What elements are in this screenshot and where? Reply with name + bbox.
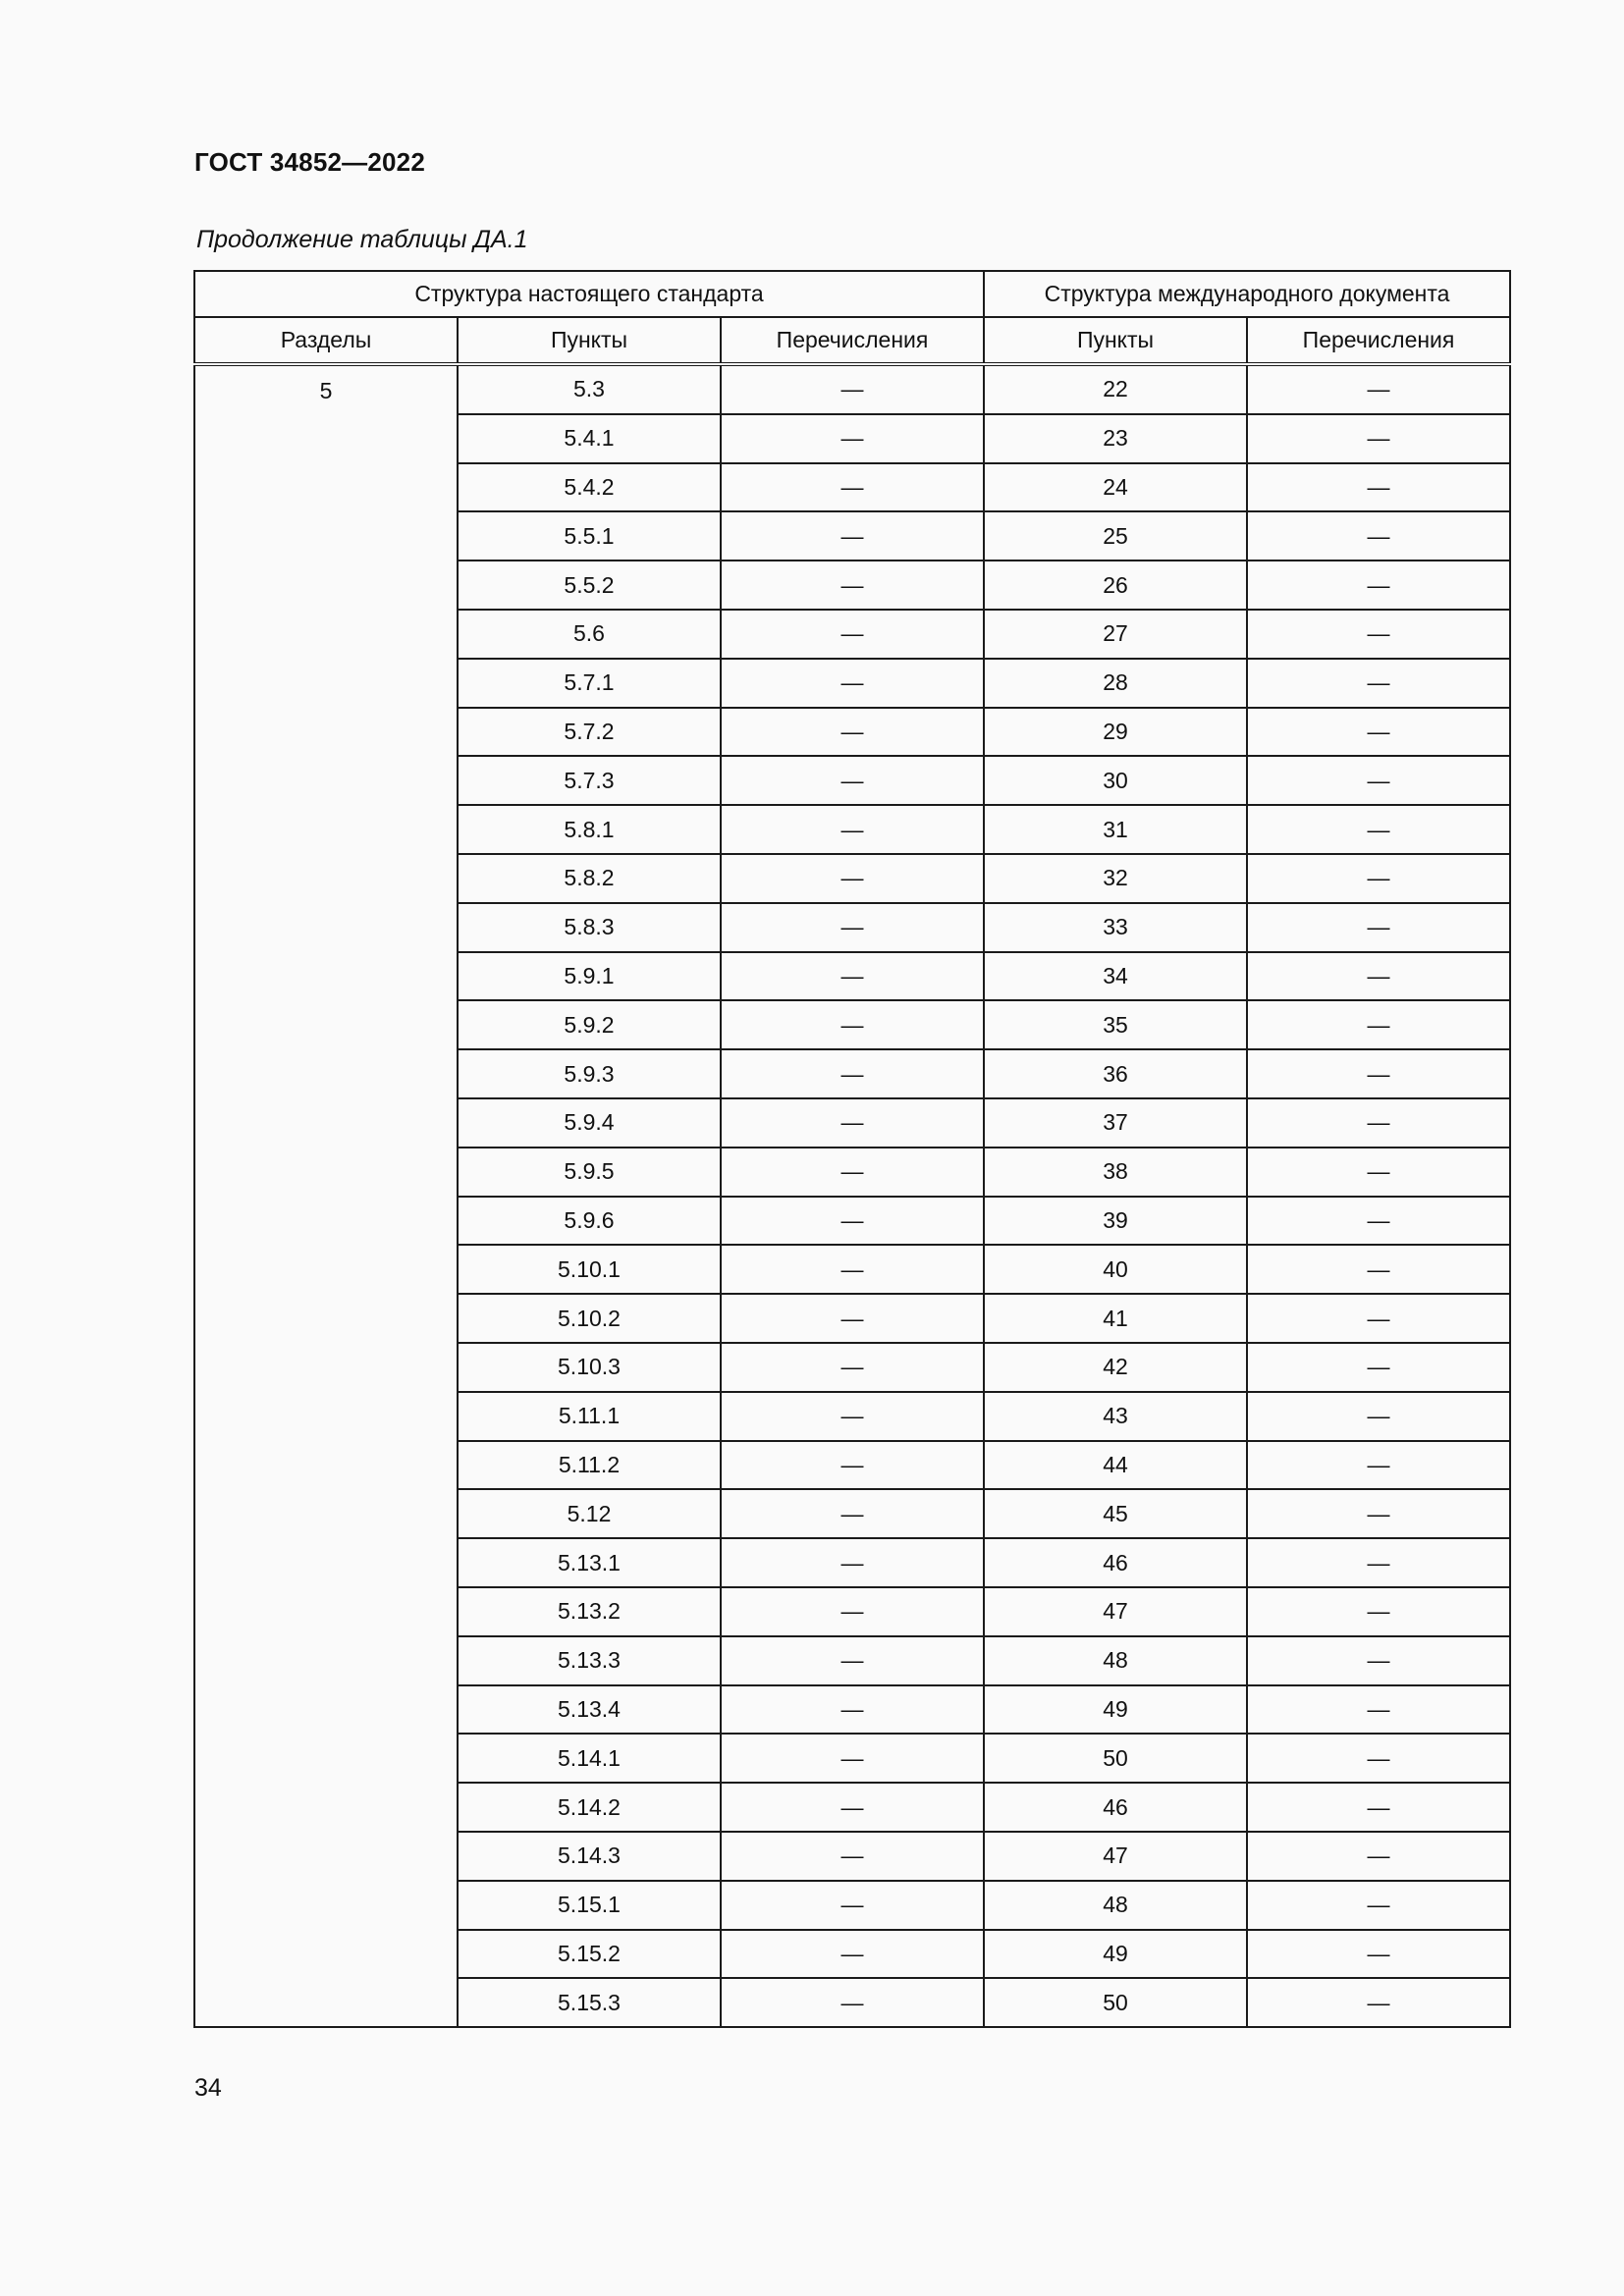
clause-cell: 5.5.2 [458, 561, 721, 610]
correspondence-table [193, 270, 1511, 2028]
intl-clause-cell: 26 [984, 561, 1247, 610]
group-header-this-standard: Структура настоящего стандарта [194, 271, 984, 317]
clause-cell: 5.4.1 [458, 414, 721, 463]
intl-clause-cell: 36 [984, 1049, 1247, 1098]
intl-clause-cell: 47 [984, 1587, 1247, 1636]
intl-clause-cell: 28 [984, 659, 1247, 708]
clause-cell: 5.10.2 [458, 1294, 721, 1343]
intl-enumeration-cell: — [1247, 1245, 1510, 1294]
clause-cell: 5.9.4 [458, 1098, 721, 1148]
intl-enumeration-cell: — [1247, 1049, 1510, 1098]
clause-cell: 5.14.2 [458, 1783, 721, 1832]
clause-cell: 5.10.1 [458, 1245, 721, 1294]
intl-clause-cell: 35 [984, 1000, 1247, 1049]
column-header-row [194, 317, 1510, 364]
intl-clause-cell: 22 [984, 364, 1247, 414]
intl-clause-cell: 47 [984, 1832, 1247, 1881]
intl-clause-cell: 23 [984, 414, 1247, 463]
table-body [194, 364, 1510, 2027]
enumeration-cell: — [721, 1197, 984, 1246]
clause-cell: 5.11.2 [458, 1441, 721, 1490]
intl-enumeration-cell: — [1247, 414, 1510, 463]
enumeration-cell: — [721, 1000, 984, 1049]
intl-enumeration-cell: — [1247, 364, 1510, 414]
enumeration-cell: — [721, 561, 984, 610]
enumeration-cell: — [721, 1734, 984, 1783]
enumeration-cell: — [721, 610, 984, 659]
enumeration-cell: — [721, 1783, 984, 1832]
intl-enumeration-cell: — [1247, 463, 1510, 512]
intl-clause-cell: 49 [984, 1930, 1247, 1979]
clause-cell: 5.13.1 [458, 1538, 721, 1587]
enumeration-cell: — [721, 1392, 984, 1441]
enumeration-cell: — [721, 1538, 984, 1587]
intl-clause-cell: 50 [984, 1734, 1247, 1783]
intl-clause-cell: 29 [984, 708, 1247, 757]
clause-cell: 5.13.4 [458, 1685, 721, 1735]
intl-enumeration-cell: — [1247, 1000, 1510, 1049]
intl-enumeration-cell: — [1247, 1734, 1510, 1783]
clause-cell: 5.9.3 [458, 1049, 721, 1098]
intl-clause-cell: 38 [984, 1148, 1247, 1197]
enumeration-cell: — [721, 903, 984, 952]
intl-clause-cell: 24 [984, 463, 1247, 512]
intl-clause-cell: 48 [984, 1881, 1247, 1930]
intl-enumeration-cell: — [1247, 903, 1510, 952]
clause-cell: 5.3 [458, 364, 721, 414]
enumeration-cell: — [721, 1343, 984, 1392]
enumeration-cell: — [721, 756, 984, 805]
intl-clause-cell: 31 [984, 805, 1247, 854]
clause-cell: 5.4.2 [458, 463, 721, 512]
enumeration-cell: — [721, 1441, 984, 1490]
clause-cell: 5.15.1 [458, 1881, 721, 1930]
enumeration-cell: — [721, 414, 984, 463]
group-header-international-document: Структура международного документа [984, 271, 1510, 317]
intl-enumeration-cell: — [1247, 854, 1510, 903]
column-header-sections: Разделы [194, 317, 458, 364]
intl-enumeration-cell: — [1247, 1441, 1510, 1490]
intl-clause-cell: 42 [984, 1343, 1247, 1392]
clause-cell: 5.9.2 [458, 1000, 721, 1049]
column-header-intl-enumerations: Перечисления [1247, 317, 1510, 364]
clause-cell: 5.7.2 [458, 708, 721, 757]
enumeration-cell: — [721, 1978, 984, 2027]
enumeration-cell: — [721, 364, 984, 414]
intl-enumeration-cell: — [1247, 1098, 1510, 1148]
intl-clause-cell: 41 [984, 1294, 1247, 1343]
intl-enumeration-cell: — [1247, 659, 1510, 708]
enumeration-cell: — [721, 511, 984, 561]
intl-enumeration-cell: — [1247, 1832, 1510, 1881]
enumeration-cell: — [721, 659, 984, 708]
clause-cell: 5.7.3 [458, 756, 721, 805]
enumeration-cell: — [721, 952, 984, 1001]
intl-enumeration-cell: — [1247, 1930, 1510, 1979]
intl-clause-cell: 45 [984, 1489, 1247, 1538]
intl-enumeration-cell: — [1247, 610, 1510, 659]
clause-cell: 5.13.3 [458, 1636, 721, 1685]
enumeration-cell: — [721, 1245, 984, 1294]
column-header-enumerations: Перечисления [721, 317, 984, 364]
clause-cell: 5.15.2 [458, 1930, 721, 1979]
enumeration-cell: — [721, 1587, 984, 1636]
clause-cell: 5.11.1 [458, 1392, 721, 1441]
intl-enumeration-cell: — [1247, 1978, 1510, 2027]
enumeration-cell: — [721, 854, 984, 903]
intl-clause-cell: 46 [984, 1538, 1247, 1587]
intl-clause-cell: 32 [984, 854, 1247, 903]
enumeration-cell: — [721, 805, 984, 854]
clause-cell: 5.9.1 [458, 952, 721, 1001]
clause-cell: 5.14.1 [458, 1734, 721, 1783]
intl-clause-cell: 48 [984, 1636, 1247, 1685]
clause-cell: 5.7.1 [458, 659, 721, 708]
intl-clause-cell: 37 [984, 1098, 1247, 1148]
enumeration-cell: — [721, 1930, 984, 1979]
clause-cell: 5.9.5 [458, 1148, 721, 1197]
enumeration-cell: — [721, 1294, 984, 1343]
intl-clause-cell: 27 [984, 610, 1247, 659]
intl-clause-cell: 30 [984, 756, 1247, 805]
intl-enumeration-cell: — [1247, 1685, 1510, 1735]
clause-cell: 5.13.2 [458, 1587, 721, 1636]
intl-enumeration-cell: — [1247, 1587, 1510, 1636]
enumeration-cell: — [721, 1049, 984, 1098]
table-row [194, 364, 1510, 414]
intl-clause-cell: 39 [984, 1197, 1247, 1246]
clause-cell: 5.10.3 [458, 1343, 721, 1392]
page-number: 34 [194, 2074, 222, 2102]
intl-enumeration-cell: — [1247, 1197, 1510, 1246]
enumeration-cell: — [721, 1881, 984, 1930]
intl-clause-cell: 50 [984, 1978, 1247, 2027]
intl-clause-cell: 33 [984, 903, 1247, 952]
enumeration-cell: — [721, 1098, 984, 1148]
intl-enumeration-cell: — [1247, 1294, 1510, 1343]
intl-enumeration-cell: — [1247, 1538, 1510, 1587]
table-caption: Продолжение таблицы ДА.1 [196, 226, 528, 253]
intl-clause-cell: 46 [984, 1783, 1247, 1832]
enumeration-cell: — [721, 708, 984, 757]
column-header-intl-clauses: Пункты [984, 317, 1247, 364]
enumeration-cell: — [721, 1489, 984, 1538]
intl-enumeration-cell: — [1247, 1392, 1510, 1441]
group-header-row [194, 271, 1510, 317]
enumeration-cell: — [721, 1832, 984, 1881]
intl-enumeration-cell: — [1247, 756, 1510, 805]
intl-enumeration-cell: — [1247, 952, 1510, 1001]
intl-enumeration-cell: — [1247, 561, 1510, 610]
enumeration-cell: — [721, 1685, 984, 1735]
intl-enumeration-cell: — [1247, 708, 1510, 757]
intl-clause-cell: 43 [984, 1392, 1247, 1441]
enumeration-cell: — [721, 1636, 984, 1685]
clause-cell: 5.15.3 [458, 1978, 721, 2027]
intl-clause-cell: 44 [984, 1441, 1247, 1490]
intl-enumeration-cell: — [1247, 1148, 1510, 1197]
clause-cell: 5.9.6 [458, 1197, 721, 1246]
intl-enumeration-cell: — [1247, 805, 1510, 854]
document-header: ГОСТ 34852—2022 [194, 147, 425, 177]
intl-clause-cell: 34 [984, 952, 1247, 1001]
intl-clause-cell: 49 [984, 1685, 1247, 1735]
section-cell: 5 [194, 364, 458, 2027]
intl-enumeration-cell: — [1247, 1636, 1510, 1685]
clause-cell: 5.6 [458, 610, 721, 659]
intl-enumeration-cell: — [1247, 1783, 1510, 1832]
intl-clause-cell: 40 [984, 1245, 1247, 1294]
enumeration-cell: — [721, 463, 984, 512]
clause-cell: 5.8.3 [458, 903, 721, 952]
clause-cell: 5.14.3 [458, 1832, 721, 1881]
clause-cell: 5.8.1 [458, 805, 721, 854]
intl-enumeration-cell: — [1247, 511, 1510, 561]
intl-enumeration-cell: — [1247, 1881, 1510, 1930]
clause-cell: 5.12 [458, 1489, 721, 1538]
intl-enumeration-cell: — [1247, 1343, 1510, 1392]
column-header-clauses: Пункты [458, 317, 721, 364]
clause-cell: 5.8.2 [458, 854, 721, 903]
enumeration-cell: — [721, 1148, 984, 1197]
intl-enumeration-cell: — [1247, 1489, 1510, 1538]
clause-cell: 5.5.1 [458, 511, 721, 561]
intl-clause-cell: 25 [984, 511, 1247, 561]
